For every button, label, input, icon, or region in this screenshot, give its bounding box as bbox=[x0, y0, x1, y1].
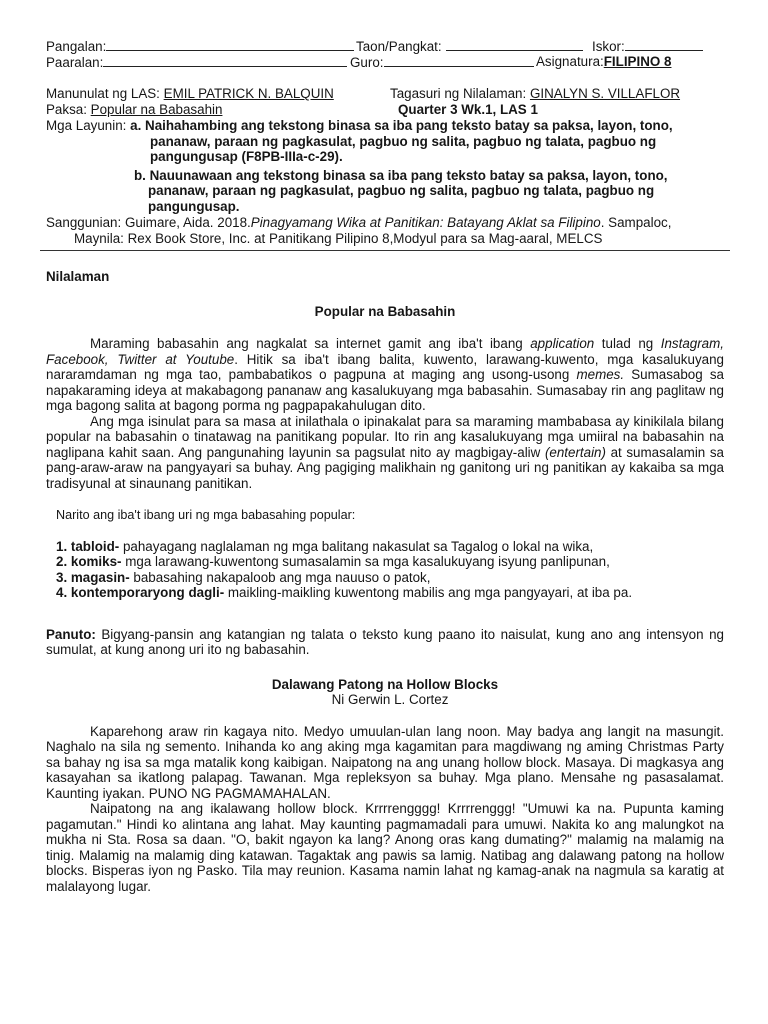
paksa-label: Paksa: bbox=[46, 102, 87, 117]
list-intro: Narito ang iba't ibang uri ng mga babasahing popular: bbox=[56, 508, 356, 522]
list-term: 1. tabloid- bbox=[56, 538, 120, 554]
pangalan-label: Pangalan: bbox=[46, 39, 107, 54]
iskor-field[interactable] bbox=[625, 38, 703, 51]
paaralan-field[interactable] bbox=[103, 54, 347, 67]
p2-text-b: at sumasalamin sa pang-araw-araw na pangyayari sa buhay. Ang pagiging malikhain ng ganitong uri ng panitikan ay kakaiba sa mga tradisyunal at sinaunang panitikan. bbox=[46, 444, 725, 491]
sanggunian-title: Pinagyamang Wika at Panitikan: Batayang Aklat sa Filipino bbox=[250, 215, 601, 230]
content-title: Popular na Babasahin bbox=[314, 303, 456, 319]
panuto-label: Panuto: bbox=[46, 626, 96, 642]
paksa-value: Popular na Babasahin bbox=[90, 102, 223, 117]
nilalaman-heading: Nilalaman bbox=[46, 269, 110, 284]
taon-label: Taon/Pangkat: bbox=[356, 39, 442, 54]
manunulat-label: Manunulat ng LAS: bbox=[46, 86, 160, 101]
asignatura-label: Asignatura: bbox=[536, 54, 604, 69]
tagasuri-label: Tagasuri ng Nilalaman: bbox=[390, 86, 527, 101]
list-item bbox=[56, 539, 724, 555]
list-item bbox=[56, 585, 724, 601]
story-author: Ni Gerwin L. Cortez bbox=[331, 692, 449, 707]
paaralan-label: Paaralan: bbox=[46, 55, 104, 70]
taon-field[interactable] bbox=[446, 38, 583, 51]
manunulat-value: EMIL PATRICK N. BALQUIN bbox=[163, 86, 334, 101]
panuto bbox=[46, 627, 724, 658]
popular-types-list bbox=[46, 539, 724, 601]
pangalan-field[interactable] bbox=[106, 38, 354, 51]
layunin-block bbox=[46, 118, 724, 214]
list-item bbox=[56, 570, 724, 586]
p1-social: Instagram, Facebook, Twitter at Youtube bbox=[46, 336, 725, 367]
layunin-a-line1: a. Naihahambing ang tekstong binasa sa iba pang teksto batay sa paksa, layon, tono, bbox=[130, 118, 673, 133]
story-title: Dalawang Patong na Hollow Blocks bbox=[271, 676, 499, 692]
layunin-b-line1: b. Nauunawaan ang tekstong binasa sa iba pang teksto batay sa paksa, layon, tono, bbox=[134, 167, 668, 183]
sanggunian-pre: Guimare, Aida. 2018. bbox=[124, 215, 251, 230]
list-item bbox=[56, 554, 724, 570]
list-desc: babasahing nakapaloob ang mga nauuso o patok, bbox=[129, 569, 431, 585]
layunin-a-line2: pananaw, paraan ng pagkasulat, pagbuo ng salita, pagbuo ng talata, pagbuo ng bbox=[150, 133, 657, 149]
p1-text-d: Sumasabog sa napakaraming ideya at makabagong pananaw ang kasalukuyang mga babasahin. Sumasabay rin ang paglitaw ng mga bagong salita at bagong porma ng pagpapakahulugan dito. bbox=[46, 367, 724, 413]
sanggunian-label: Sanggunian: bbox=[46, 215, 122, 230]
sanggunian-block bbox=[46, 215, 724, 246]
story-paragraph-1: Kaparehong araw rin kagaya nito. Medyo umuulan-ulan lang noon. May badya ang langit na masungit. Naghalo na sila ng semento. Inihanda ko ang aking mga kagamitan para magdiwang ng aming Christmas Party sa bahay ng isa sa mga matalik kong kaibigan. Naipatong na ang unang hollow block. Masaya. Di magkasya ang kasayahan sa ikatlong palapag. Tawanan. Mga repleksyon sa buhay. Mga plano. Mensahe ng pasasalamat. Kaunting iyakan. PUNO NG PAGMAMAHALAN. bbox=[46, 723, 724, 801]
asignatura-value: FILIPINO 8 bbox=[603, 54, 672, 69]
sanggunian-line2: Maynila: Rex Book Store, Inc. at Panitikang Pilipino 8,Modyul para sa Mag-aaral, MELCS bbox=[74, 230, 603, 246]
layunin-label: Mga Layunin: bbox=[46, 118, 127, 133]
p1-text-a: Maraming babasahin ang nagkalat sa internet gamit ang iba't ibang bbox=[90, 336, 531, 351]
guro-label: Guro: bbox=[350, 55, 384, 70]
p1-app: application bbox=[530, 336, 595, 351]
layunin-b-line3: pangungusap. bbox=[148, 198, 240, 214]
header-fields bbox=[46, 38, 724, 70]
p1-text-c: . Hitik sa iba't ibang balita, kuwento, larawang-kuwento, mga kasalukuyang nararamdaman ng mga tao, pambabatikos o pagpuna at maging ang usong-usong bbox=[46, 351, 724, 382]
paragraph-1 bbox=[46, 336, 724, 414]
list-term: 2. komiks- bbox=[56, 554, 122, 569]
guro-field[interactable] bbox=[384, 54, 534, 67]
sanggunian-post: . Sampaloc, bbox=[600, 215, 672, 230]
story-paragraph-2: Naipatong na ang ikalawang hollow block. Krrrrengggg! Krrrrenggg! "Umuwi ka na. Pupunta kaming pagamutan." Hindi ko alintana ang lahat. May kaunting pagmamadali para umuwi. Nakita ko ang malungkot na mukha ni Sta. Rosa sa daan. "O, bakit ngayon ka lang? Anong oras kang dumating?" malamig na malamig na tinig. Malamig na malamig ding katawan. Tagaktak ang pawis sa lamig. Natibag ang dalawang patong na hollow blocks. Bisperas iyon ng Pasko. Tila may reunion. Kasama namin lahat ng kamag-anak na nagmula sa karatig at malalayong lugar. bbox=[46, 801, 724, 894]
divider bbox=[40, 250, 730, 251]
list-desc: mga larawang-kuwentong sumasalamin sa mga kasalukuyang isyung panlipunan, bbox=[121, 554, 610, 569]
paragraph-2 bbox=[46, 414, 724, 492]
meta-info bbox=[46, 86, 724, 118]
quarter-label: Quarter 3 Wk.1, LAS 1 bbox=[398, 102, 538, 117]
list-term: 3. magasin- bbox=[56, 569, 130, 585]
list-desc: pahayagang naglalaman ng mga balitang nakasulat sa Tagalog o lokal na wika, bbox=[119, 538, 594, 554]
list-desc: maikling-maikling kuwentong mabilis ang mga pangyayari, at iba pa. bbox=[224, 585, 633, 600]
tagasuri-value: GINALYN S. VILLAFLOR bbox=[529, 86, 681, 101]
p2-text-a: Ang mga isinulat para sa masa at inilathala o ipinakalat para sa maraming mambabasa ay kinikilala bilang popular na babasahin o tinatawag na panitikang popular. Ito rin ang kasalukuyang mga umiiral na babasahin na naglipana kahit saan. Ang pangunahing layunin sa pagsulat nito ay magbigay-aliw bbox=[46, 413, 724, 460]
layunin-a-line3: pangungusap (F8PB-IIIa-c-29). bbox=[150, 149, 343, 164]
iskor-label: Iskor: bbox=[592, 39, 625, 54]
list-term: 4. kontemporaryong dagli- bbox=[56, 585, 225, 600]
layunin-b-line2: pananaw, paraan ng pagkasulat, pagbuo ng salita, pagbuo ng talata, pagbuo ng bbox=[148, 183, 655, 198]
worksheet-page bbox=[46, 38, 724, 894]
p1-text-b: tulad ng bbox=[594, 336, 661, 351]
p2-entertain: (entertain) bbox=[544, 444, 606, 460]
p1-memes: memes. bbox=[576, 367, 625, 382]
panuto-text: Bigyang-pansin ang katangian ng talata o teksto kung paano ito naisulat, kung ano ang intensyon ng sumulat, at kung anong uri ito ng babasahin. bbox=[46, 626, 724, 657]
